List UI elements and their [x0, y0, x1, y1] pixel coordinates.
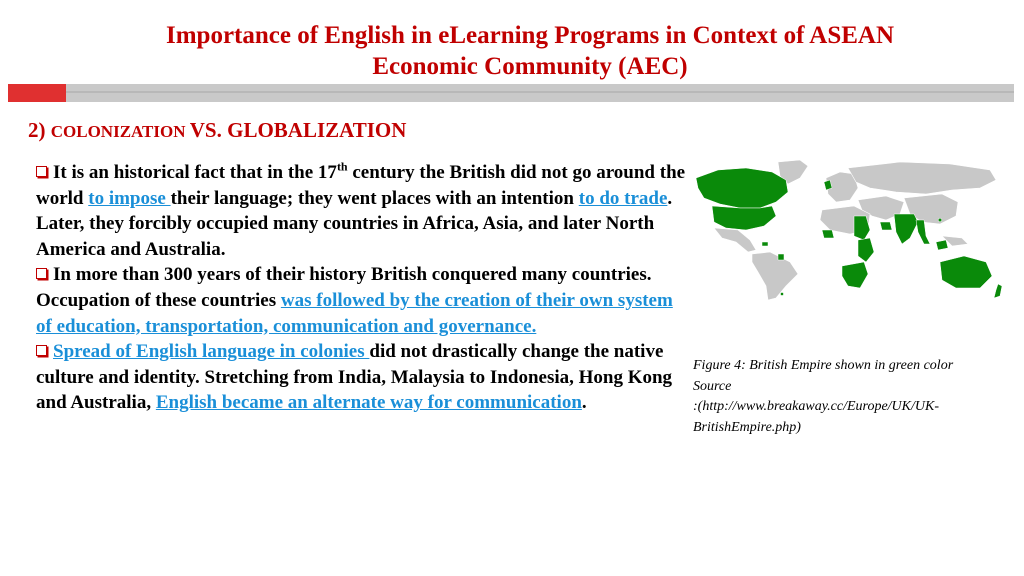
heading-colonization: COLONIZATION: [50, 122, 190, 141]
paragraph-text: It is an historical fact that in the 17: [53, 162, 337, 183]
paragraph-text: . Later, they forcibly occupied many countries in Africa, Asia, and later North America and Australia.: [36, 187, 673, 260]
header-bar-line: [66, 91, 1014, 93]
caption-source-label: Source: [693, 378, 732, 394]
link-to-impose[interactable]: to impose: [88, 187, 171, 209]
figure-caption: [693, 356, 1003, 438]
header-bar: [66, 84, 1014, 102]
title-line-2: Economic Community (AEC): [372, 53, 688, 80]
paragraph-text: did not drastically change the native culture and identity. Stretching from India, Malaysia to Indonesia, Hong Kong and Australia,: [36, 341, 673, 414]
title-line-1: Importance of English in eLearning Programs in Context of ASEAN: [165, 22, 895, 49]
paragraph-text: In more than 300 years of their history British conquered many countries. Occupation of these countries: [36, 264, 652, 311]
checkbox-bullet-icon: [36, 166, 47, 177]
section-heading: [28, 118, 406, 143]
checkbox-bullet-icon: [36, 345, 47, 356]
link-to-do-trade[interactable]: to do trade: [578, 187, 668, 209]
heading-number: 2): [28, 118, 51, 142]
slide-title: [90, 20, 970, 82]
superscript: th: [336, 159, 348, 174]
british-empire-map: [690, 158, 1006, 300]
checkbox-bullet-icon: [36, 268, 47, 279]
link-spread-of-english[interactable]: Spread of English language in colonies: [53, 341, 370, 363]
paragraph-text: their language; they went places with an intention: [170, 187, 579, 209]
paragraph-text: century the British did not go around the world: [36, 162, 686, 209]
caption-title: Figure 4: British Empire shown in green color: [693, 358, 954, 373]
bullet-paragraph-2: [36, 262, 686, 339]
body-text: [36, 160, 686, 416]
bullet-paragraph-1: [36, 160, 686, 262]
link-system-creation[interactable]: was followed by the creation of their own system of education, transportation, communication and governance.: [36, 289, 673, 337]
link-english-became[interactable]: English became an alternate way for communication: [155, 392, 582, 414]
caption-source-url: :(http://www.breakaway.cc/Europe/UK/UK-BritishEmpire.php): [693, 399, 940, 435]
heading-globalization: VS. GLOBALIZATION: [189, 118, 407, 142]
paragraph-text: .: [581, 392, 587, 414]
header-bar-accent: [8, 84, 66, 102]
bullet-paragraph-3: [36, 339, 686, 416]
